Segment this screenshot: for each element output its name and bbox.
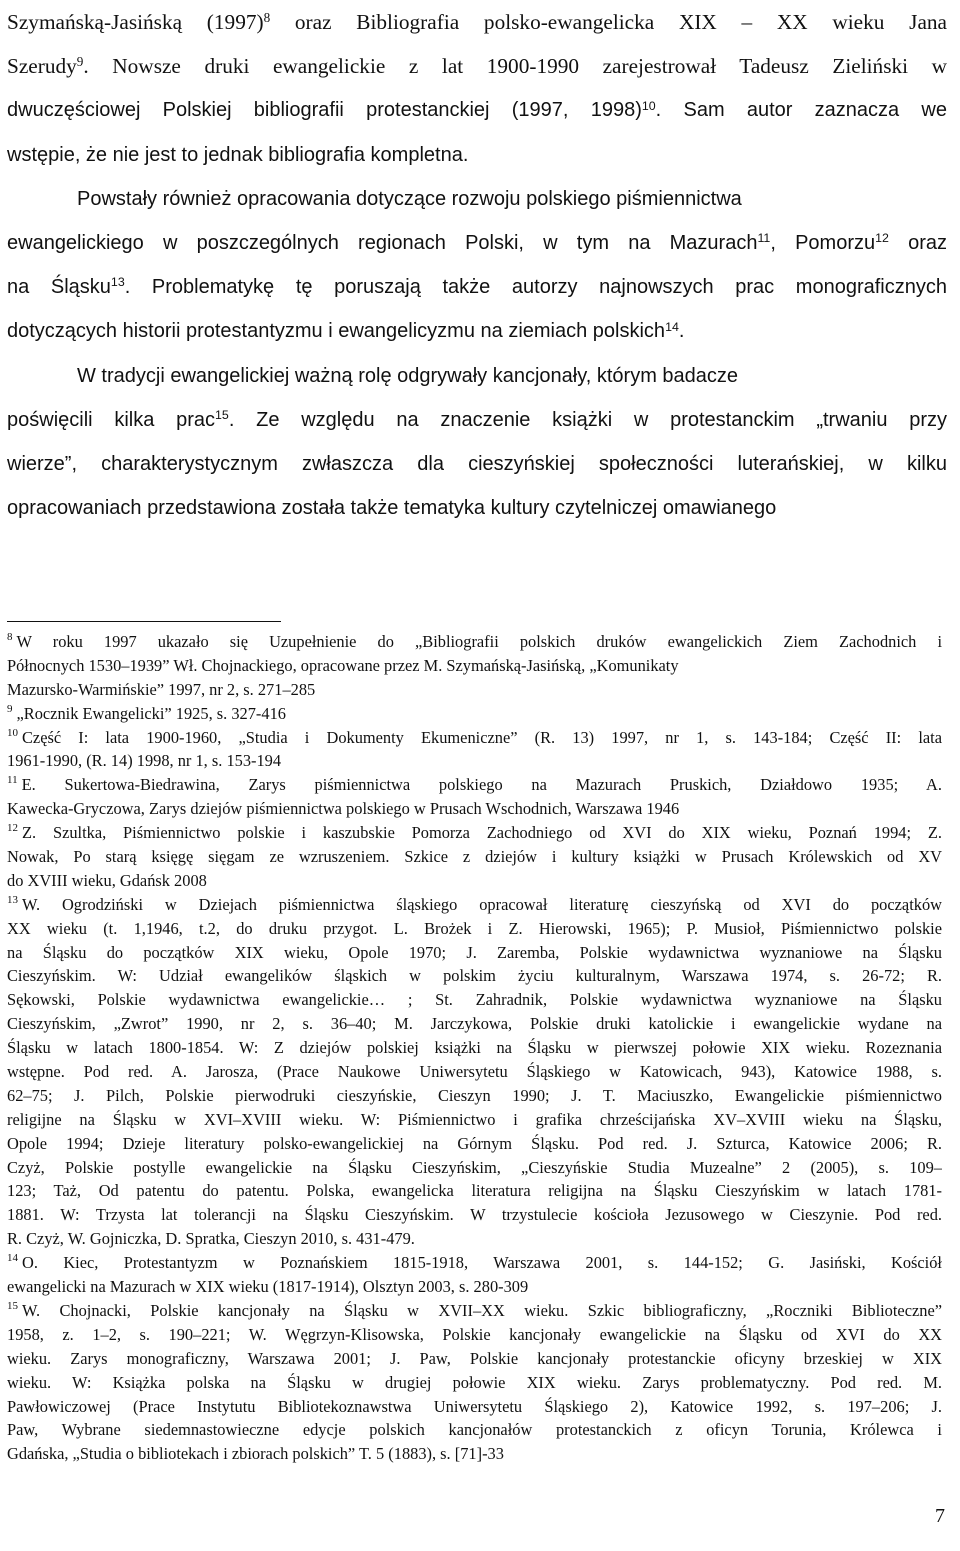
text-span: wstępie, że nie jest to jednak bibliografia kompletna. [7, 143, 469, 166]
footnote-number: 13 [7, 893, 18, 906]
footnote-ref[interactable]: 14 [665, 319, 679, 334]
footnote-line [7, 1347, 942, 1371]
footnote-ref[interactable]: 13 [110, 275, 125, 290]
footnote-text: E. Sukertowa-Biedrawina, Zarys piśmiennictwa polskiego na Mazurach Pruskich, Działdowo 1935; A. [21, 775, 942, 795]
text-span: . Problematykę tę poruszają także autorzy najnowszych prac monograficznych [124, 276, 947, 299]
footnote-text: wieku. W: Książka polska na Śląsku w drugiej połowie XIX wieku. Zarys problematyczny. Pod red. M. [7, 1372, 942, 1392]
text-line [7, 177, 947, 221]
footnote-text: Gdańska, „Studia o bibliotekach i zbiorach polskich” T. 5 (1883), s. [71]-33 [7, 1444, 504, 1464]
footnote-9 [7, 702, 942, 726]
footnote-line [7, 1203, 942, 1227]
footnote-text: religijne na Śląsku w XVI–XVIII wieku. W: Piśmiennictwo i grafika chrześcijańska XV–XVIII wieku na Śląsku, [7, 1109, 942, 1129]
footnote-ref[interactable]: 15 [215, 407, 229, 422]
footnote-text: Opole 1994; Dzieje literatury polsko-ewangelickiej na Górnym Śląsku. Pod red. J. Szturca, Katowice 2006; R. [7, 1133, 942, 1153]
footnote-text: Północnych 1530–1939” Wł. Chojnackiego, opracowane przez M. Szymańską-Jasińską, „Komunikaty [7, 655, 679, 675]
footnote-line [7, 678, 942, 702]
text-line [7, 265, 947, 309]
text-line [7, 88, 947, 132]
footnote-number: 14 [7, 1252, 18, 1265]
text-line [7, 44, 947, 88]
page-number: 7 [935, 1505, 945, 1527]
footnote-line [7, 869, 942, 893]
footnote-text: Cieszyńskim, „Zwrot” 1990, nr 2, s. 36–40; M. Jarczykowa, Polskie druki katolickie i ewangelickie wydane na [7, 1014, 942, 1034]
footnote-text: na Śląsku do początków XIX wieku, Opole 1970; J. Zaremba, Polskie wydawnictwa wyznaniowe na Śląsku [7, 942, 942, 962]
footnote-text: wieku. Zarys monograficzny, Warszawa 2001; J. Paw, Polskie kancjonały protestanckie oficyny brzeskiej w XIX [7, 1348, 942, 1368]
footnote-text: Część I: lata 1900-1960, „Studia i Dokumenty Ekumeniczne” (R. 13) 1997, nr 1, s. 143-184; Część II: lata [22, 727, 942, 747]
footnote-line [7, 1442, 942, 1466]
footnote-11 [7, 773, 942, 797]
text-span: wierze”, charakterystycznym zwłaszcza dla cieszyńskiej społeczności luterańskiej, w kilku [7, 452, 947, 475]
footnote-ref[interactable]: 12 [875, 231, 889, 246]
footnote-15 [7, 1299, 942, 1323]
footnote-line [7, 845, 942, 869]
footnote-line [7, 797, 942, 821]
text-line [7, 486, 947, 530]
text-line [7, 221, 947, 265]
footnote-line [7, 1132, 942, 1156]
footnote-text: 1881. W: Trzysta lat tolerancji na Śląsku Cieszyńskim. W trzystulecie kościoła Jezusowego w Cieszynie. Pod red. [7, 1205, 942, 1225]
footnote-number: 15 [7, 1299, 18, 1312]
footnote-line [7, 1156, 942, 1180]
footnote-number: 11 [7, 774, 18, 787]
footnote-text: wstępne. Pod red. A. Jarosza, (Prace Naukowe Uniwersytetu Śląskiego w Katowicach, 943), Katowice 1988, s. [7, 1062, 942, 1082]
text-span: Powstały również opracowania dotyczące rozwoju polskiego piśmiennictwa [77, 187, 742, 210]
text-span: oraz [888, 231, 947, 254]
footnote-ref[interactable]: 10 [641, 98, 656, 113]
footnote-text: Pawłowiczowej (Prace Instytutu Bibliotekoznawstwa Uniwersytetu Śląskiego 2), Katowice 1992, s. 197–206; J. [7, 1396, 942, 1416]
text-span: , Pomorzu [770, 231, 876, 254]
footnote-14 [7, 1251, 942, 1275]
footnote-line [7, 917, 942, 941]
text-line [7, 0, 947, 44]
footnote-text: 1961-1990, (R. 14) 1998, nr 1, s. 153-194 [7, 751, 282, 771]
text-span: Szerudy [7, 54, 77, 79]
footnote-line [7, 1060, 942, 1084]
text-span: W tradycji ewangelickiej ważną rolę odgrywały kancjonały, którym badacze [77, 364, 739, 387]
text-span: Szymańską-Jasińską (1997) [7, 10, 264, 34]
footnote-separator [7, 621, 281, 622]
footnote-text: Paw, Wybrane siedemnastowieczne edycje polskich kancjonałów protestanckich z oficyn Torunia, Królewca i [7, 1420, 942, 1440]
footnote-text: W. Ogrodziński w Dziejach piśmiennictwa śląskiego opracował literaturę cieszyńską od XVI do początków [22, 894, 942, 914]
footnote-ref[interactable]: 11 [757, 231, 771, 246]
text-span: dotyczących historii protestantyzmu i ewangelicyzmu na ziemiach polskich [7, 320, 666, 343]
footnote-line [7, 941, 942, 965]
footnote-text: „Rocznik Ewangelicki” 1925, s. 327-416 [16, 703, 286, 723]
footnote-text: Śląsku w latach 1800-1854. W: Z dziejów polskiej książki na Śląsku w pierwszej połowie XIX wieku. Rozeznania [7, 1038, 942, 1058]
footnote-ref[interactable]: 9 [76, 53, 84, 69]
footnote-line [7, 1371, 942, 1395]
footnote-text: Cieszyńskim. W: Udział ewangelików śląskich w polskim życiu kulturalnym, Warszawa 1974, s. 26-72; R. [7, 966, 942, 986]
footnote-text: XX wieku (t. 1,1946, t.2, do druku przygot. L. Brożek i Z. Hierowski, 1965); P. Musioł, Piśmiennictwo polskie [7, 918, 942, 938]
footnote-text: 123; Taż, Od patentu do patentu. Polska, ewangelicka literatura religijna na Śląsku Cieszyńskim w latach 1781- [7, 1181, 942, 1201]
text-span: . Nowsze druki ewangelickie z lat 1900-1990 zarejestrował Tadeusz Zieliński w [83, 54, 947, 79]
text-span: . [678, 320, 685, 343]
footnote-text: Mazursko-Warmińskie” 1997, nr 2, s. 271–285 [7, 679, 316, 699]
footnote-line [7, 1395, 942, 1419]
text-span: opracowaniach przedstawiona została także tematyka kultury czytelniczej omawianego [7, 497, 777, 520]
text-line [7, 442, 947, 486]
footnote-text: R. Czyż, W. Gojniczka, D. Spratka, Cieszyn 2010, s. 431-479. [7, 1229, 415, 1249]
footnote-line [7, 1227, 942, 1251]
footnote-line [7, 1036, 942, 1060]
footnote-number: 8 [7, 631, 13, 643]
footnote-line [7, 1323, 942, 1347]
main-text [7, 0, 947, 530]
footnote-line [7, 1275, 942, 1299]
text-span: dwuczęściowej Polskiej bibliografii protestanckiej (1997, 1998) [7, 99, 642, 122]
footnote-text: ewangelicki na Mazurach w XIX wieku (1817-1914), Olsztyn 2003, s. 280-309 [7, 1277, 529, 1297]
footnote-line [7, 1179, 942, 1203]
text-line [7, 309, 947, 353]
footnote-10 [7, 726, 942, 750]
footnote-text: Nowak, Po starą księgę sięgam ze wzruszeniem. Szkice z dziejów i kultury książki w Prusach Królewskich od XV [7, 847, 942, 867]
text-span: . Ze względu na znaczenie książki w protestanckim „trwaniu przy [228, 408, 947, 431]
footnote-number: 9 [7, 702, 13, 715]
text-line [7, 398, 947, 442]
footnote-text: do XVIII wieku, Gdańsk 2008 [7, 870, 207, 890]
footnote-line [7, 654, 942, 678]
text-span: oraz Bibliografia polsko-ewangelicka XIX – XX wieku Jana [270, 10, 947, 34]
footnote-8 [7, 630, 942, 654]
footnote-text: Kawecka-Gryczowa, Zarys dziejów piśmiennictwa polskiego w Prusach Wschodnich, Warszawa 1946 [7, 799, 680, 819]
footnote-line [7, 1108, 942, 1132]
footnotes [7, 630, 942, 1466]
footnote-text: Czyż, Polskie postylle ewangelickie na Śląsku Cieszyńskim, „Cieszyńskie Studia Muzealne” 2 (2005), s. 109– [7, 1157, 942, 1177]
footnote-number: 12 [7, 822, 18, 835]
footnote-13 [7, 893, 942, 917]
footnote-12 [7, 821, 942, 845]
footnote-number: 10 [7, 726, 18, 739]
footnote-text: 1958, z. 1–2, s. 190–221; W. Węgrzyn-Klisowska, Polskie kancjonały ewangelickie na Śląsku od XVI do XX [7, 1324, 942, 1344]
text-span: . Sam autor zaznacza we [655, 99, 947, 122]
footnote-line [7, 1084, 942, 1108]
footnote-text: W roku 1997 ukazało się Uzupełnienie do „Bibliografii polskich druków ewangelickich Ziem Zachodnich i [16, 632, 942, 651]
footnote-text: Sękowski, Polskie wydawnictwa ewangelickie… ; St. Zahradnik, Polskie wydawnictwa wyznaniowe na Śląsku [7, 990, 942, 1010]
text-span: na Śląsku [7, 276, 111, 299]
footnote-ref[interactable]: 8 [263, 9, 271, 25]
text-line [7, 133, 947, 177]
text-span: ewangelickiego w poszczególnych regionach Polski, w tym na Mazurach [7, 231, 758, 254]
footnote-line [7, 1012, 942, 1036]
footnote-text: W. Chojnacki, Polskie kancjonały na Śląsku w XVII–XX wieku. Szkic bibliograficzny, „Roczniki Biblioteczne” [22, 1300, 942, 1320]
footnote-text: Z. Szultka, Piśmiennictwo polskie i kaszubskie Pomorza Zachodniego od XVI do XIX wieku, Poznań 1994; Z. [22, 823, 942, 843]
text-span: poświęcili kilka prac [7, 408, 216, 431]
footnote-text: 62–75; J. Pilch, Polskie pierwodruki cieszyńskie, Cieszyn 1990; J. T. Maciuszko, Ewangelickie piśmiennictwo [7, 1085, 942, 1105]
footnote-line [7, 964, 942, 988]
text-line [7, 354, 947, 398]
footnote-line [7, 1418, 942, 1442]
footnote-line [7, 988, 942, 1012]
footnote-line [7, 749, 942, 773]
footnote-text: O. Kiec, Protestantyzm w Poznańskiem 1815-1918, Warszawa 2001, s. 144-152; G. Jasiński, Kościół [22, 1253, 942, 1273]
